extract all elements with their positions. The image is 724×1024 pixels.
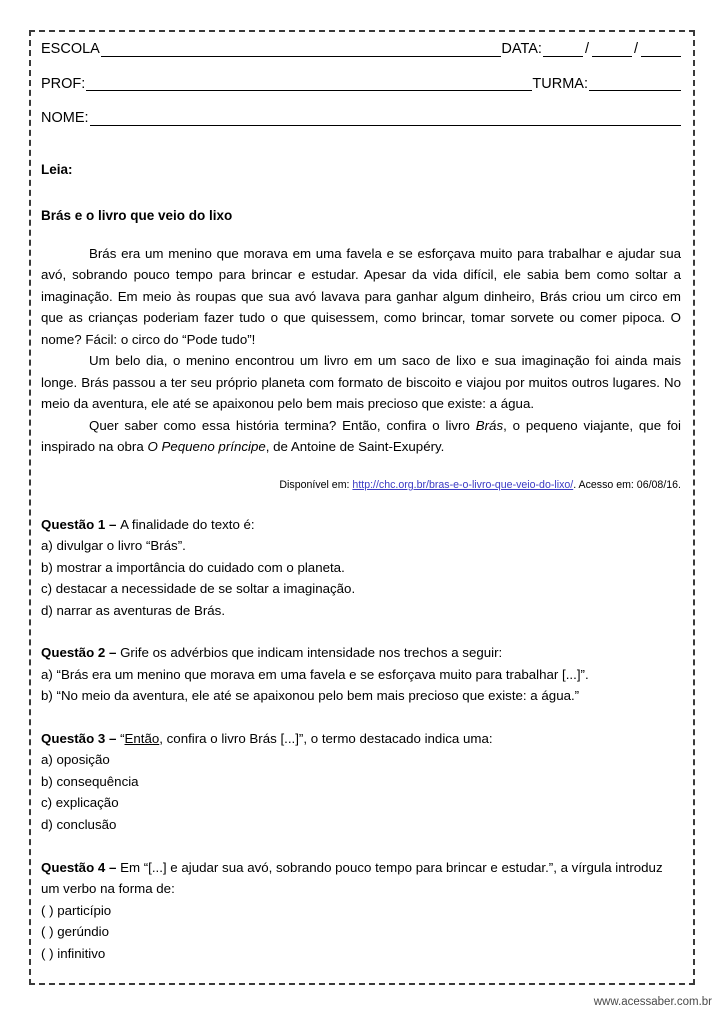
question-2-label: Questão 2 –	[41, 645, 121, 661]
story-paragraph-1: Brás era um menino que morava em uma favela e se esforçava muito para trabalhar e ajudar sua avó, sobrando pouco tempo para brincar e estudar. Apesar da vida difícil, ele sabia bem como soltar a imaginação. Em meio às roupas que sua avó lavava para ganhar algum dinheiro, Brás criou um circo em que as crianças poderiam fazer tudo o que quisessem, como brincar, tomar sorvete ou comer pipoca. O nome? Fácil: o circo do “Pode tudo”!	[41, 245, 681, 347]
story-paragraph-3-text-1: Quer saber como essa história termina? Então, confira o livro	[89, 417, 476, 433]
question-4-stem	[41, 857, 681, 900]
question-3-alternative-d[interactable]: d) conclusão	[41, 817, 117, 833]
read-instruction-label: Leia:	[41, 161, 73, 177]
book-title-bras: Brás	[475, 417, 504, 433]
nome-row	[41, 111, 681, 126]
question-1-label: Questão 1 –	[41, 516, 121, 532]
prof-label: PROF:	[41, 75, 86, 92]
question-3-block	[41, 728, 681, 836]
question-4-checkbox-infinitivo[interactable]: ( ) infinitivo	[41, 945, 106, 961]
escola-data-row	[41, 42, 681, 57]
question-1-stem	[41, 514, 681, 536]
story-paragraph-3	[41, 415, 681, 458]
question-3-stem-text-1: “	[120, 730, 125, 746]
story-paragraph-2: Um belo dia, o menino encontrou um livro em um saco de lixo e sua imaginação foi ainda mais longe. Brás passou a ter seu próprio planeta com formato de biscoito e viajou por muitos outros lugares. No meio da aventura, ele até se apaixonou pelo bem mais precioso que existe: a água.	[41, 353, 681, 412]
question-1-alternative-d[interactable]: d) narrar as aventuras de Brás.	[41, 602, 226, 618]
data-slash-2: /	[633, 41, 638, 57]
data-label: DATA:	[501, 41, 542, 57]
question-2-stem-text: Grife os advérbios que indicam intensidade nos trechos a seguir:	[120, 645, 503, 661]
question-2-alternative-a[interactable]: a) “Brás era um menino que morava em uma favela e se esforçava muito para trabalhar [...]”.	[41, 666, 589, 682]
prof-blank-line[interactable]	[86, 77, 532, 91]
question-3-label: Questão 3 –	[41, 730, 121, 746]
question-2-stem	[41, 642, 681, 664]
data-month-blank[interactable]	[592, 43, 632, 57]
question-3-stem-text-2: , confira o livro Brás [...]”, o termo destacado indica uma:	[159, 730, 493, 746]
nome-label: NOME:	[41, 110, 89, 126]
source-url-link[interactable]: http://chc.org.br/bras-e-o-livro-que-veio-do-lixo/	[352, 478, 574, 491]
question-1-alternative-a[interactable]: a) divulgar o livro “Brás”.	[41, 538, 186, 554]
turma-blank-line[interactable]	[589, 77, 681, 91]
data-day-blank[interactable]	[543, 43, 583, 57]
question-4-block	[41, 857, 681, 965]
prof-turma-row	[41, 77, 681, 92]
data-slash-1: /	[584, 41, 589, 57]
source-prefix: Disponível em:	[279, 478, 353, 491]
turma-label: TURMA:	[532, 75, 588, 92]
question-1-stem-text: A finalidade do texto é:	[120, 516, 255, 532]
escola-blank-line[interactable]	[101, 43, 502, 57]
source-suffix: . Acesso em: 06/08/16.	[573, 478, 681, 491]
question-3-underlined-term: Então	[124, 730, 160, 746]
question-3-alternative-a[interactable]: a) oposição	[41, 752, 110, 768]
question-4-stem-text: Em “[...] e ajudar sua avó, sobrando pouco tempo para brincar e estudar.”, a vírgula introduz um verbo na forma de:	[41, 859, 663, 897]
source-attribution	[41, 478, 681, 493]
question-2-block	[41, 642, 681, 707]
question-2-alternative-b[interactable]: b) “No meio da aventura, ele até se apaixonou pelo bem mais precioso que existe: a água.”	[41, 688, 580, 704]
nome-blank-line[interactable]	[90, 112, 681, 126]
data-year-blank[interactable]	[641, 43, 681, 57]
footer-website: www.acessaber.com.br	[593, 996, 712, 1008]
question-3-alternative-c[interactable]: c) explicação	[41, 795, 119, 811]
question-1-block	[41, 514, 681, 622]
story-title: Brás e o livro que veio do lixo	[41, 207, 233, 223]
worksheet-content	[41, 42, 681, 964]
question-3-stem	[41, 728, 681, 750]
story-paragraph-3-text-3: , de Antoine de Saint-Exupéry.	[265, 439, 445, 455]
escola-label: ESCOLA	[41, 41, 100, 57]
question-4-label: Questão 4 –	[41, 859, 121, 875]
book-title-pequeno-principe: O Pequeno príncipe	[147, 439, 266, 455]
question-3-alternative-b[interactable]: b) consequência	[41, 773, 139, 789]
question-1-alternative-b[interactable]: b) mostrar a importância do cuidado com o planeta.	[41, 559, 345, 575]
story-paragraph-3-text-2: , o pequeno viajante, que foi inspirado na obra	[41, 417, 681, 455]
question-4-checkbox-gerundio[interactable]: ( ) gerúndio	[41, 924, 109, 940]
question-4-checkbox-participio[interactable]: ( ) particípio	[41, 902, 112, 918]
student-identification-block	[41, 42, 681, 126]
question-1-alternative-c[interactable]: c) destacar a necessidade de se soltar a imaginação.	[41, 581, 356, 597]
